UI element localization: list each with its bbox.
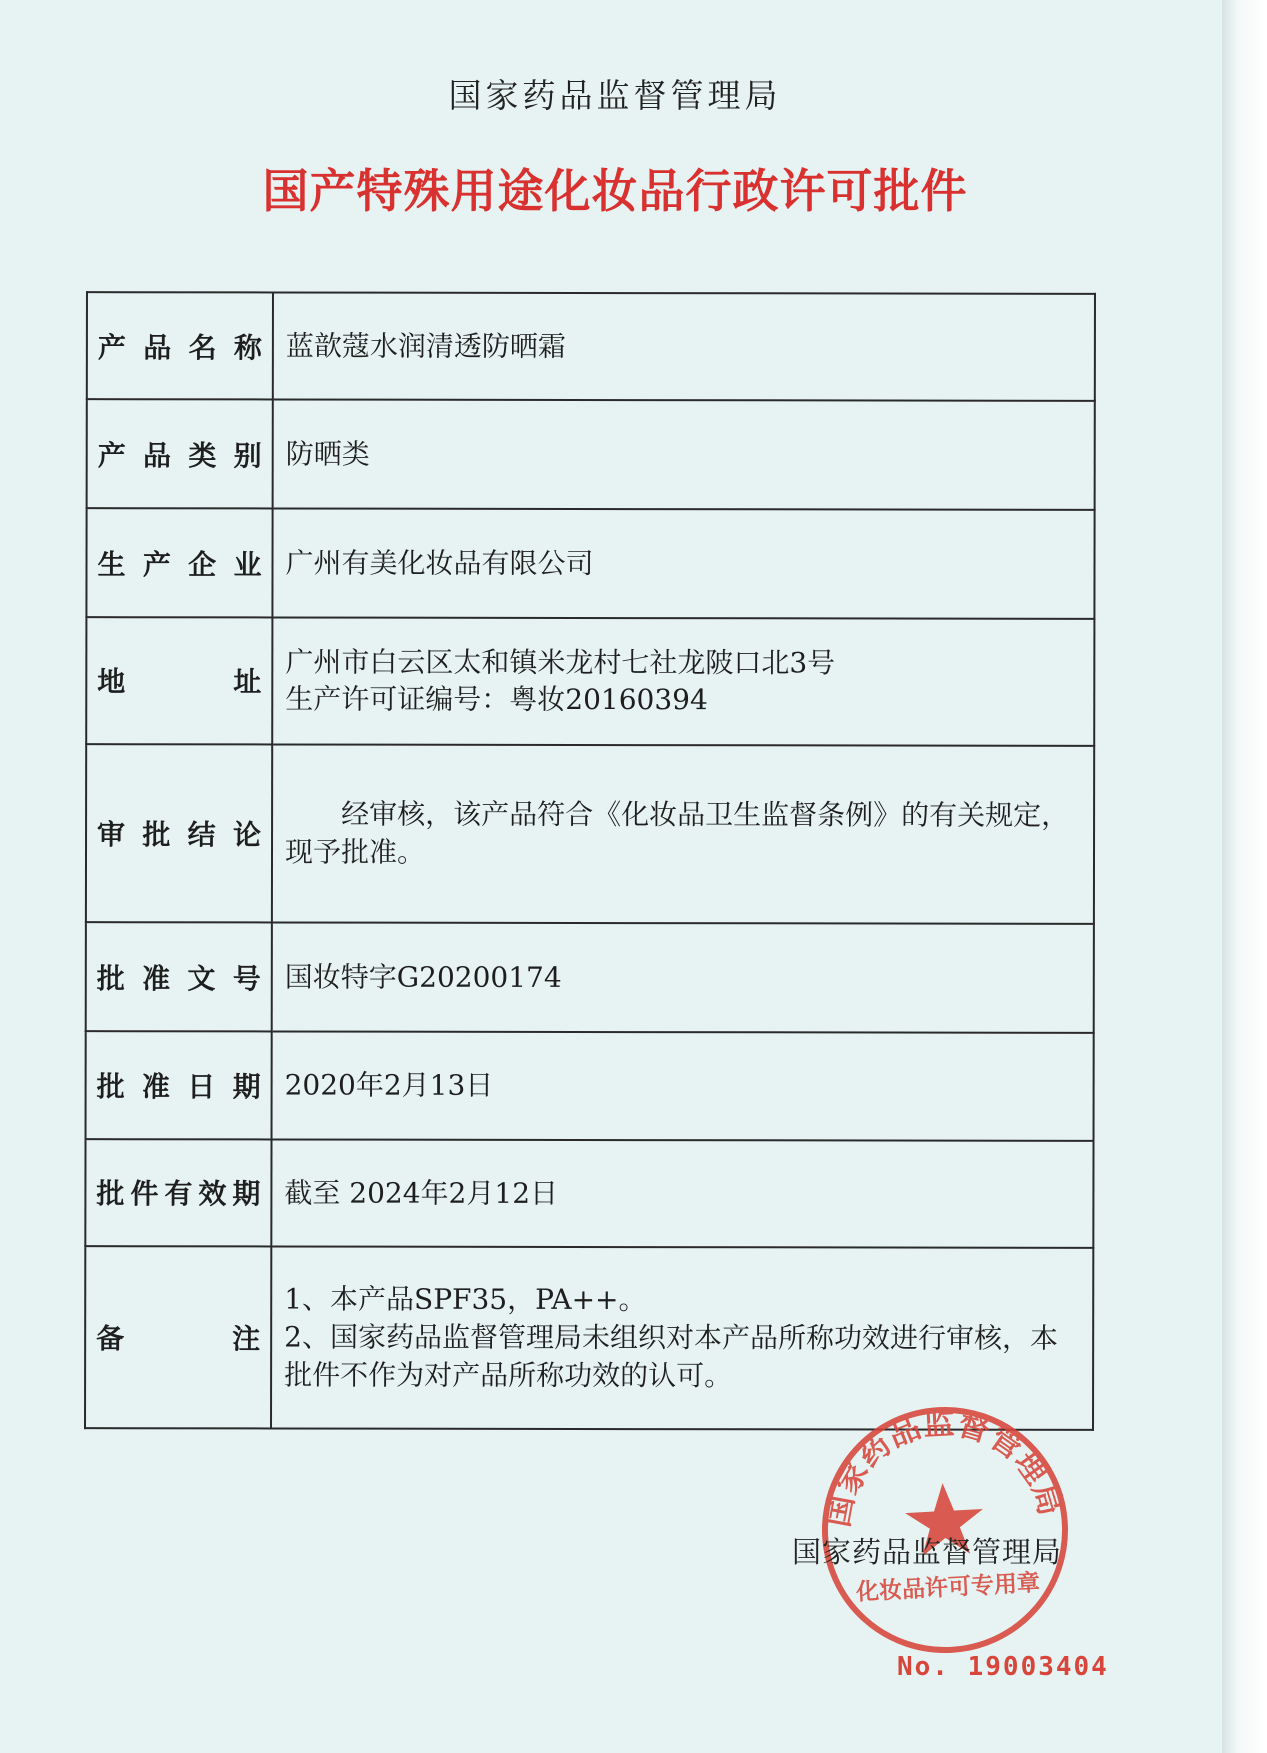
product-category: 防晒类: [285, 437, 370, 471]
table-row: [86, 617, 1094, 746]
row-value: [272, 923, 1094, 1033]
table-row: [86, 744, 1094, 924]
row-label: 地址: [86, 617, 272, 745]
table-row: [85, 1246, 1093, 1430]
table-row: [86, 923, 1094, 1033]
row-value: [272, 509, 1094, 619]
row-value: [273, 400, 1095, 511]
seal-ring-text: 国家药品监督管理局: [820, 1405, 1069, 1530]
remark-2: 2、国家药品监督管理局未组织对本产品所称功效进行审核，本批件不作为对产品所称功效的认可。: [284, 1320, 1059, 1393]
license-number: 生产许可证编号：粤妆20160394: [285, 682, 708, 717]
row-label: 产品名称: [87, 292, 273, 399]
validity-period: 截至 2024年2月12日: [284, 1176, 559, 1210]
row-value: [272, 744, 1094, 924]
row-value: [273, 292, 1095, 401]
seal-inner-text: 化妆品许可专用章: [855, 1569, 1041, 1606]
row-label: 审批结论: [86, 744, 272, 923]
table-row: [87, 292, 1095, 401]
approval-form-table: [84, 291, 1096, 1431]
remark-1: 1、本产品SPF35，PA++。: [284, 1282, 647, 1317]
table-row: [86, 509, 1094, 619]
row-value: [272, 1031, 1094, 1141]
table-row: [86, 1031, 1094, 1141]
address-line: 广州市白云区太和镇米龙村七社龙陂口北3号: [285, 644, 836, 679]
row-label: 产品类别: [87, 399, 273, 509]
row-label: 备注: [85, 1246, 271, 1428]
row-label: 生产企业: [86, 509, 272, 618]
approval-number: 国妆特字G20200174: [284, 960, 562, 994]
approval-conclusion: 经审核，该产品符合《化妆品卫生监督条例》的有关规定，现予批准。: [284, 797, 1070, 869]
manufacturer: 广州有美化妆品有限公司: [285, 546, 594, 580]
scan-edge: [1222, 0, 1267, 1753]
issuer-name: 国家药品监督管理局: [792, 1535, 1063, 1569]
row-label: 批件有效期: [85, 1139, 271, 1246]
serial-number: No. 19003404: [897, 1652, 1109, 1682]
table-row: [85, 1139, 1093, 1248]
row-value: [271, 1246, 1093, 1429]
row-label: 批准日期: [86, 1031, 272, 1140]
row-label: 批准文号: [86, 923, 272, 1032]
document-title: 国产特殊用途化妆品行政许可批件: [262, 164, 968, 218]
table-row: [87, 399, 1095, 510]
product-name: 蓝歆蔻水润清透防晒霜: [285, 329, 566, 363]
approval-date: 2020年2月13日: [284, 1068, 494, 1102]
issuing-authority: 国家药品监督管理局: [448, 76, 782, 115]
row-value: [272, 617, 1094, 746]
row-value: [271, 1139, 1093, 1248]
